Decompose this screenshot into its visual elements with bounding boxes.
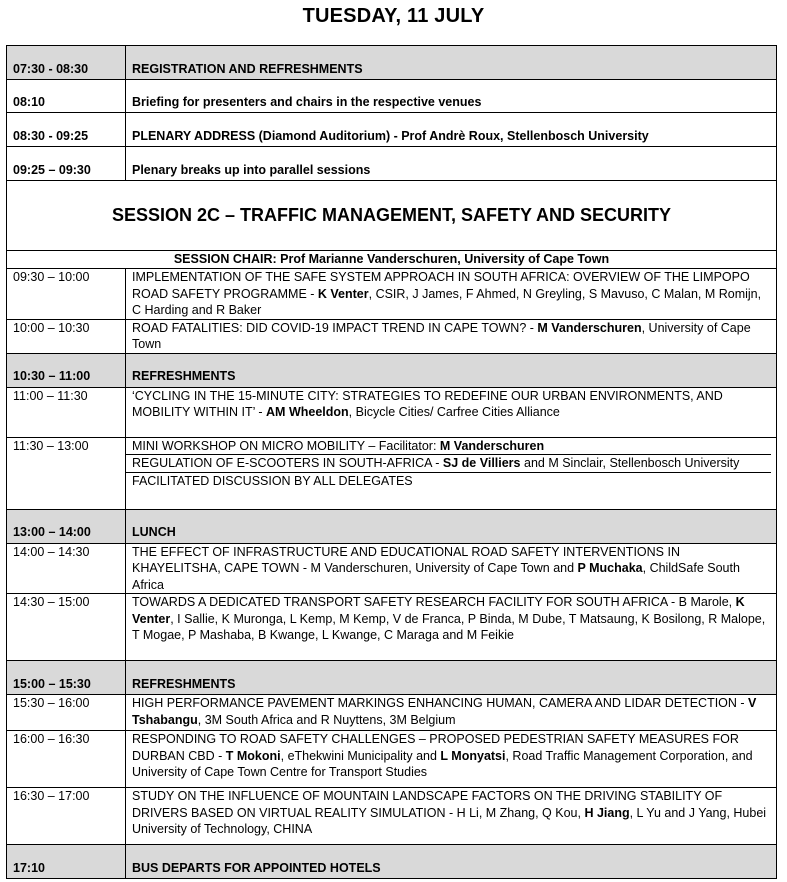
talk-title: TOWARDS A DEDICATED TRANSPORT SAFETY RESEARCH FACILITY FOR SOUTH AFRICA - B Marole, — [132, 595, 736, 609]
talk-row — [7, 269, 777, 320]
description-cell: REGISTRATION AND REFRESHMENTS — [126, 46, 777, 80]
talk-authors: , Bicycle Cities/ Carfree Cities Alliance — [348, 405, 560, 419]
description-cell: BUS DEPARTS FOR APPOINTED HOTELS — [126, 845, 777, 879]
refreshments-row — [7, 353, 777, 387]
talk-authors: , University of Cape Town — [132, 320, 751, 351]
talk-title: STUDY ON THE INFLUENCE OF MOUNTAIN LANDSCAPE FACTORS ON THE DRIVING STABILITY OF DRIVERS BASED ON VIRTUAL REALITY SIMULATION - H Li, M Zhang, Q Kou, — [132, 789, 723, 820]
session-chair — [7, 251, 777, 269]
time-cell: 07:30 - 08:30 — [7, 46, 126, 80]
description-cell: Plenary breaks up into parallel sessions — [126, 147, 777, 181]
talk-authors: , ChildSafe South Africa — [132, 561, 740, 592]
time-cell: 09:30 – 10:00 — [7, 269, 126, 320]
workshop-discussion: FACILITATED DISCUSSION BY ALL DELEGATES — [126, 472, 771, 490]
talk-cell — [126, 319, 777, 353]
bus-departure-row — [7, 845, 777, 879]
talk-row — [7, 387, 777, 437]
talk-affiliation: , eThekwini Municipality and — [280, 748, 441, 763]
presenter-name: T Mokoni — [225, 748, 281, 763]
lunch-row — [7, 509, 777, 543]
registration-row — [7, 46, 777, 80]
talk-cell — [126, 594, 777, 661]
briefing-row — [7, 80, 777, 113]
description-cell: REFRESHMENTS — [126, 661, 777, 695]
session-title: SESSION 2C – TRAFFIC MANAGEMENT, SAFETY AND SECURITY — [7, 181, 777, 251]
presenter-name: H Jiang — [584, 805, 630, 820]
breakup-row — [7, 147, 777, 181]
workshop-header — [126, 438, 771, 455]
talk-cell — [126, 269, 777, 320]
talk-row — [7, 543, 777, 594]
time-cell: 16:00 – 16:30 — [7, 731, 126, 788]
time-cell: 10:00 – 10:30 — [7, 319, 126, 353]
talk-title: HIGH PERFORMANCE PAVEMENT MARKINGS ENHANCING HUMAN, CAMERA AND LIDAR DETECTION - — [132, 696, 749, 710]
time-cell: 15:30 – 16:00 — [7, 695, 126, 731]
talk-row — [7, 319, 777, 353]
talk-row — [7, 731, 777, 788]
description-cell: LUNCH — [126, 509, 777, 543]
talk-authors: , CSIR, J James, F Ahmed, N Greyling, S Mavuso, C Malan, M Romijn, C Harding and R Baker — [132, 286, 762, 317]
presenter-name: P Muchaka — [577, 561, 643, 575]
time-cell: 08:10 — [7, 80, 126, 113]
talk-title: ROAD FATALITIES: DID COVID-19 IMPACT TREND IN CAPE TOWN? - — [132, 320, 538, 335]
time-cell: 09:25 – 09:30 — [7, 147, 126, 181]
session-chair-label: SESSION CHAIR: — [173, 252, 277, 266]
time-cell: 16:30 – 17:00 — [7, 788, 126, 845]
presenter-name: K Venter — [317, 286, 369, 301]
talk-cell — [126, 788, 777, 845]
time-cell: 14:00 – 14:30 — [7, 543, 126, 594]
presenter-name: AM Wheeldon — [266, 405, 349, 419]
programme-table — [6, 45, 777, 879]
talk-title: THE EFFECT OF INFRASTRUCTURE AND EDUCATIONAL ROAD SAFETY INTERVENTIONS IN KHAYELITSHA, CAPE TOWN - M Vanderschuren, University of Cape Town and — [132, 544, 680, 575]
time-cell: 11:30 – 13:00 — [7, 437, 126, 509]
time-cell: 13:00 – 14:00 — [7, 509, 126, 543]
time-cell: 11:00 – 11:30 — [7, 387, 126, 437]
talk-authors: , I Sallie, K Muronga, L Kemp, M Kemp, V de Franca, P Binda, M Dube, T Matsaung, K Bosilong, R Malope, T Mogae, P Mashaba, B Kwange, L Kwange, C Maraga and M Feikie — [132, 611, 766, 642]
talk-authors: , 3M South Africa and R Nuyttens, 3M Belgium — [197, 712, 456, 727]
presenter-name: M Vanderschuren — [537, 320, 642, 335]
talk-row — [7, 695, 777, 731]
description-cell: PLENARY ADDRESS (Diamond Auditorium) - Prof Andrè Roux, Stellenbosch University — [126, 113, 777, 147]
presenter-name: V Tshabangu — [132, 696, 757, 727]
description-cell: REFRESHMENTS — [126, 353, 777, 387]
talk-authors: , L Yu and J Yang, Hubei University of Technology, CHINA — [132, 805, 767, 836]
talk-row — [7, 594, 777, 661]
plenary-row — [7, 113, 777, 147]
talk-title: RESPONDING TO ROAD SAFETY CHALLENGES – PROPOSED PEDESTRIAN SAFETY MEASURES FOR DURBAN CBD - — [132, 732, 739, 763]
presenter-name: SJ de Villiers — [442, 456, 521, 470]
workshop-row — [7, 437, 777, 509]
time-cell: 08:30 - 09:25 — [7, 113, 126, 147]
talk-row — [7, 788, 777, 845]
page-title: TUESDAY, 11 JULY — [302, 5, 485, 27]
talk-cell — [126, 387, 777, 437]
workshop-cell — [126, 437, 777, 509]
facilitator-name: M Vanderschuren — [439, 438, 545, 453]
description-cell: Briefing for presenters and chairs in the respective venues — [126, 80, 777, 113]
talk-cell — [126, 543, 777, 594]
workshop-talk — [126, 454, 771, 472]
session-title-row — [7, 181, 777, 251]
talk-cell — [126, 731, 777, 788]
talk-title: IMPLEMENTATION OF THE SAFE SYSTEM APPROACH IN SOUTH AFRICA: OVERVIEW OF THE LIMPOPO ROAD SAFETY PROGRAMME - — [132, 270, 750, 301]
presenter-name: K Venter — [132, 595, 745, 626]
session-chair-row — [7, 251, 777, 269]
time-cell: 17:10 — [7, 845, 126, 879]
refreshments-row — [7, 661, 777, 695]
workshop-title: MINI WORKSHOP ON MICRO MOBILITY – Facilitator: — [132, 438, 440, 453]
time-cell: 10:30 – 11:00 — [7, 353, 126, 387]
talk-cell — [126, 695, 777, 731]
time-cell: 14:30 – 15:00 — [7, 594, 126, 661]
session-chair-name: Prof Marianne Vanderschuren, University of Cape Town — [280, 252, 610, 266]
presenter-name: L Monyatsi — [440, 748, 506, 763]
talk-authors: , Road Traffic Management Corporation, and University of Cape Town Centre for Transport Studies — [132, 748, 753, 779]
talk-authors: and M Sinclair, Stellenbosch University — [520, 456, 740, 470]
time-cell: 15:00 – 15:30 — [7, 661, 126, 695]
talk-title: ‘CYCLING IN THE 15-MINUTE CITY: STRATEGIES TO REDEFINE OUR URBAN ENVIRONMENTS, AND MOBILITY WITHIN IT’ - — [132, 388, 723, 419]
talk-title: REGULATION OF E-SCOOTERS IN SOUTH-AFRICA - — [132, 456, 443, 470]
